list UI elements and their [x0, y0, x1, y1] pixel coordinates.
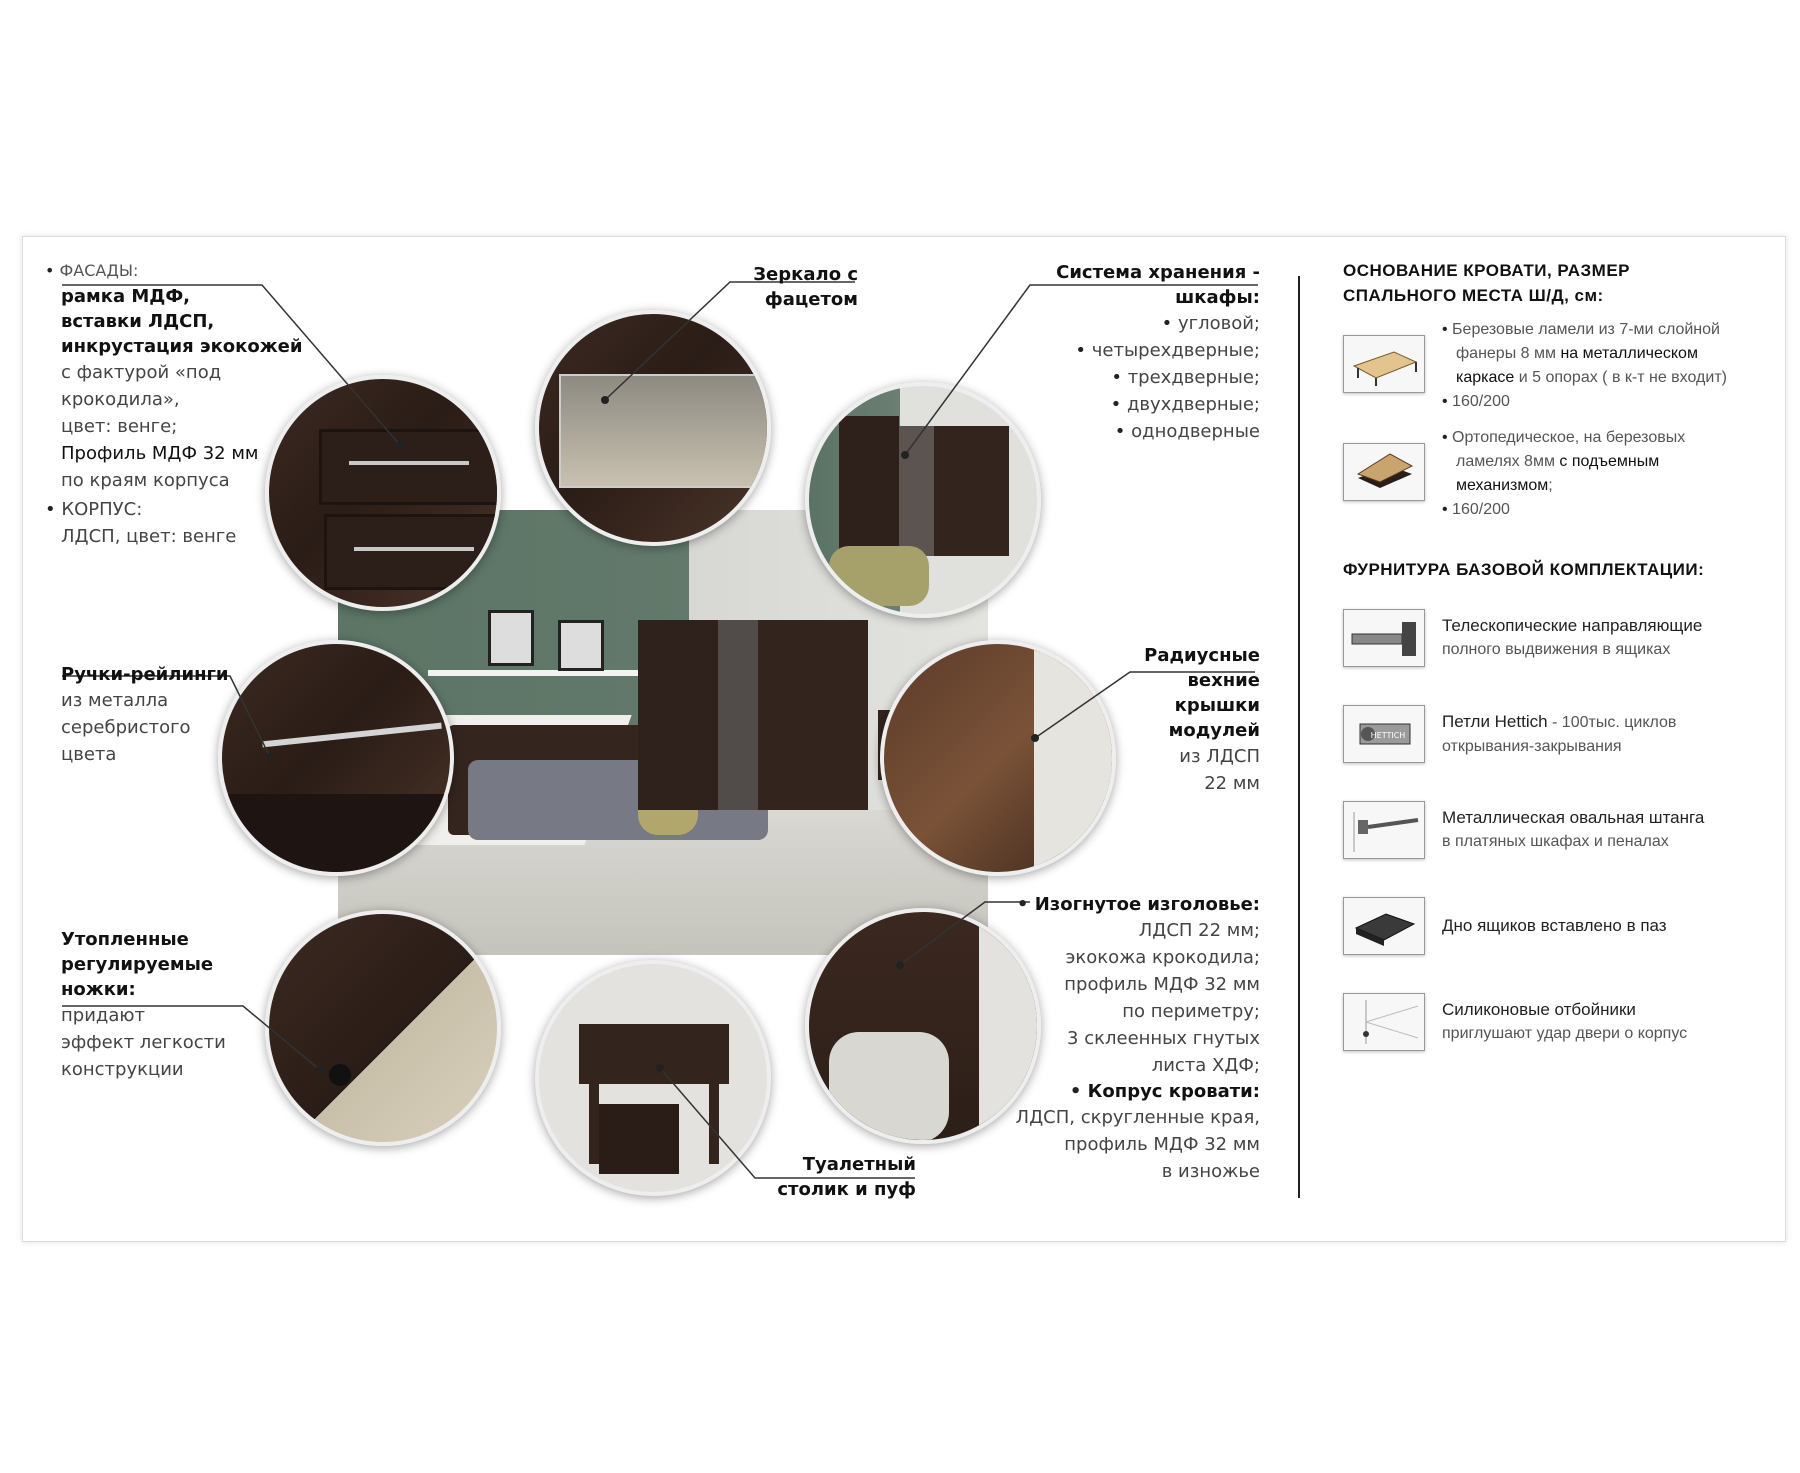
hardware-item-3: [1442, 806, 1782, 854]
vanity-line-1: Туалетный: [802, 1154, 916, 1175]
opt2-size: • 160/200: [1442, 498, 1782, 522]
tops-line-6: 22 мм: [1204, 773, 1260, 794]
opt1-line-3a: каркасе: [1456, 369, 1515, 386]
mirror-line-2: фацетом: [764, 289, 858, 310]
hardware-title: ФУРНИТУРА БАЗОВОЙ КОМПЛЕКТАЦИИ:: [1343, 560, 1705, 579]
opt1-line-3b: и 5 опорах ( в к-т не входит): [1514, 369, 1727, 386]
legs-block: [61, 927, 281, 1083]
tops-block: [1100, 643, 1260, 797]
storage-item-1: • угловой;: [1000, 310, 1260, 337]
facades-label: • ФАСАДЫ:: [45, 258, 345, 284]
opt1-line-2a: фанеры 8 мм: [1456, 345, 1561, 362]
telescopic-slide-icon: [1343, 609, 1425, 667]
tops-line-5: из ЛДСП: [1179, 746, 1260, 767]
bed-frame-line-2: профиль МДФ 32 мм: [1064, 1134, 1260, 1155]
bed-base-option-2: [1442, 426, 1782, 522]
hettich-hinge-icon: [1343, 705, 1425, 763]
mirror-line-1: Зеркало с: [753, 264, 858, 285]
opt2-line-1: • Ортопедическое, на березовых: [1442, 426, 1782, 450]
legs-line-1: Утопленные: [61, 929, 189, 950]
hardware-item-4: [1442, 914, 1782, 938]
storage-item-4: • двухдверные;: [1000, 391, 1260, 418]
oval-rod-icon: [1343, 801, 1425, 859]
facades-bold-2: вставки ЛДСП,: [61, 311, 215, 332]
headboard-title: • Изогнутое изголовье:: [1000, 892, 1260, 917]
legs-text-2: эффект легкости: [61, 1032, 226, 1053]
facades-block: [45, 258, 345, 550]
hardware-item-3-sub: в платяных шкафах и пеналах: [1442, 833, 1669, 850]
tops-line-3: крышки: [1174, 695, 1260, 716]
headboard-line-4: по периметру;: [1122, 1001, 1260, 1022]
hardware-item-1-title: Телескопические направляющие: [1442, 616, 1703, 635]
headboard-line-5: 3 склеенных гнутых: [1067, 1028, 1260, 1049]
facades-text-3: Профиль МДФ 32 мм: [61, 443, 259, 464]
lift-base-icon: [1343, 443, 1425, 501]
storage-line-1: Система хранения -: [1056, 262, 1260, 283]
opt2-line-2a: ламелях 8мм: [1456, 453, 1560, 470]
hardware-item-4-title: Дно ящиков вставлено в паз: [1442, 916, 1667, 935]
storage-item-3: • трехдверные;: [1000, 364, 1260, 391]
facades-text-1: с фактурой «под крокодила»,: [61, 362, 222, 410]
tops-line-4: модулей: [1168, 720, 1260, 741]
handles-line-2: серебристого: [61, 717, 191, 738]
handles-line-1: из металла: [61, 690, 169, 711]
tops-line-2: вехние: [1187, 670, 1260, 691]
silicone-bumper-icon: [1343, 993, 1425, 1051]
bed-frame-line-1: ЛДСП, скругленные края,: [1015, 1107, 1260, 1128]
handles-line-3: цвета: [61, 744, 117, 765]
drawer-bottom-icon: [1343, 897, 1425, 955]
headboard-line-6: листа ХДФ;: [1151, 1055, 1260, 1076]
hardware-item-2-sub: открывания-закрывания: [1442, 738, 1622, 755]
hardware-item-3-title: Металлическая овальная штанга: [1442, 808, 1705, 827]
bed-base-title-line-1: ОСНОВАНИЕ КРОВАТИ, РАЗМЕР: [1343, 261, 1630, 280]
bed-frame-title: • Копрус кровати:: [1000, 1079, 1260, 1104]
hettich-logo-text: HETTICH: [1370, 731, 1406, 740]
mirror-block: [700, 262, 858, 312]
hardware-item-1: [1442, 614, 1782, 662]
legs-line-3: ножки:: [61, 979, 136, 1000]
opt2-line-3a: механизмом: [1456, 477, 1549, 494]
korpus-value: ЛДСП, цвет: венге: [61, 526, 237, 547]
opt1-line-1: • Березовые ламели из 7-ми слойной: [1442, 318, 1782, 342]
tops-line-1: Радиусные: [1144, 645, 1260, 666]
storage-item-5: • однодверные: [1000, 418, 1260, 445]
korpus-label: • КОРПУС:: [45, 496, 345, 523]
vanity-line-2: столик и пуф: [777, 1179, 916, 1200]
storage-line-2: шкафы:: [1175, 287, 1260, 308]
hardware-item-5: [1442, 998, 1782, 1046]
vanity-block: [760, 1152, 916, 1202]
opt2-line-3b: ;: [1548, 477, 1553, 494]
headboard-line-3: профиль МДФ 32 мм: [1064, 974, 1260, 995]
opt2-line-2b: с подъемным: [1559, 453, 1660, 470]
hardware-item-1-sub: полного выдвижения в ящиках: [1442, 641, 1671, 658]
opt1-line-2b: на металлическом: [1560, 345, 1698, 362]
hardware-item-2-suffix: - 100тыс. циклов: [1547, 714, 1677, 731]
bed-base-title-line-2: СПАЛЬНОГО МЕСТА Ш/Д, см:: [1343, 286, 1604, 305]
bed-base-option-1: [1442, 318, 1782, 414]
legs-text-3: конструкции: [61, 1059, 184, 1080]
bed-frame-line-3: в изножье: [1161, 1161, 1260, 1182]
hardware-item-5-title: Силиконовые отбойники: [1442, 1000, 1636, 1019]
hardware-item-2: [1442, 710, 1782, 759]
legs-line-2: регулируемые: [61, 954, 214, 975]
facades-bold-3: инкрустация экокожей: [61, 336, 303, 357]
column-divider: [1298, 276, 1300, 1198]
facades-bold-1: рамка МДФ,: [61, 286, 191, 307]
handles-block: [61, 662, 241, 768]
headboard-line-2: экокожа крокодила;: [1065, 947, 1260, 968]
facades-text-4: по краям корпуса: [61, 470, 230, 491]
headboard-block: [1000, 892, 1260, 1185]
handles-title: Ручки-рейлинги: [61, 664, 229, 685]
hardware-item-5-sub: приглушают удар двери о корпус: [1442, 1025, 1688, 1042]
opt1-size: • 160/200: [1442, 390, 1782, 414]
storage-block: [1000, 260, 1260, 445]
storage-item-2: • четырехдверные;: [1000, 337, 1260, 364]
headboard-line-1: ЛДСП 22 мм;: [1138, 920, 1260, 941]
hardware-item-2-title: Петли Hettich: [1442, 712, 1548, 731]
lamella-base-icon: [1343, 335, 1425, 393]
bed-base-title: [1343, 258, 1763, 308]
facades-text-2: цвет: венге;: [61, 416, 178, 437]
legs-text-1: придают: [61, 1005, 146, 1026]
